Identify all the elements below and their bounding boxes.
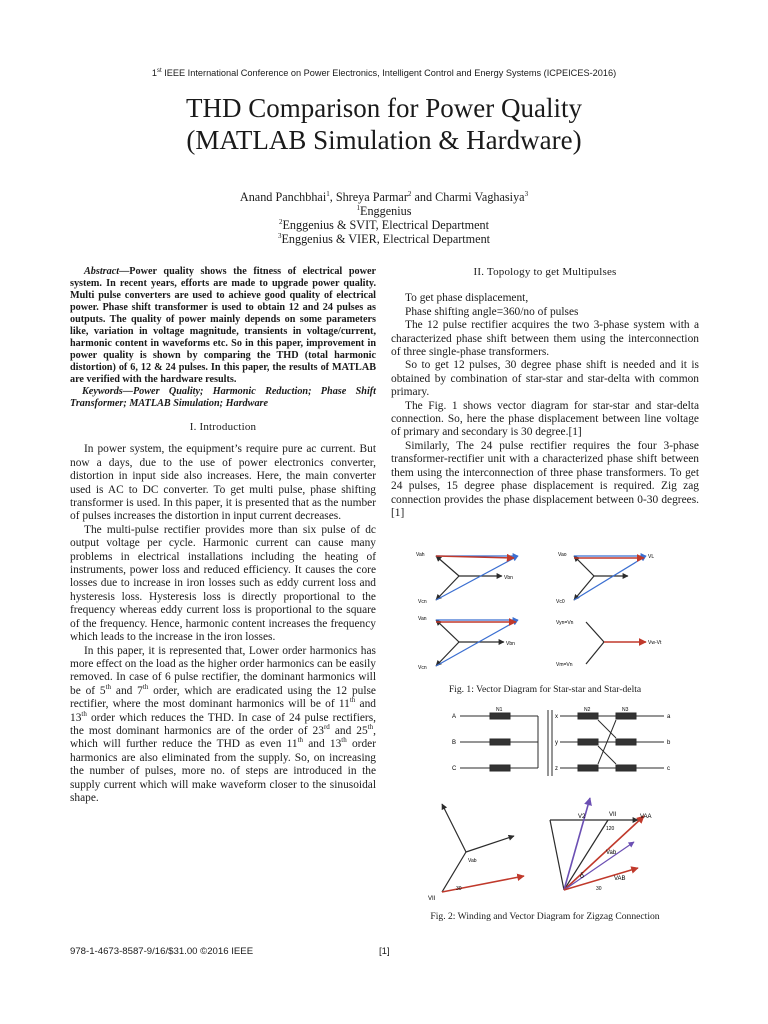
delta-vectors <box>418 616 518 671</box>
svg-text:δ: δ <box>580 873 584 880</box>
svg-text:z: z <box>555 766 558 772</box>
zigzag-right-vectors <box>550 798 652 892</box>
line-voltage-vectors <box>556 620 662 668</box>
author-2-sup: 2 <box>407 189 412 198</box>
figure-2-zigzag-vector-diagram <box>414 796 700 906</box>
svg-text:Vm=Vn: Vm=Vn <box>556 662 573 668</box>
section-heading-introduction: I. Introduction <box>189 421 257 433</box>
affiliation-3-sup: 3 <box>277 231 282 240</box>
left-column <box>70 266 376 805</box>
conference-ordinal: 1 <box>151 68 157 78</box>
ordinal-sup: th <box>297 736 304 745</box>
svg-text:Vbn: Vbn <box>504 575 513 581</box>
abstract-label: Abstract <box>84 266 120 277</box>
affiliation-2 <box>0 218 768 232</box>
affiliation-3-text: Enggenius & VIER, Electrical Department <box>281 232 491 246</box>
intro-paragraph-1: In power system, the equipment’s require pure ac current. But now a days, due to the use of power electronics converter, distortion in input side also increases. Here, the main converter used is AC to DC converter. To get multi pulse, phase shifting transformer is used. In this paper, it is presented that as the number of pulses increases the distortion in input current decreases. <box>70 443 376 523</box>
star-delta-secondary-vectors <box>556 552 654 605</box>
text-run: order which reduces the THD. In case of 24 pulse rectifiers, the most dominant harmonics are of the order of 23 <box>70 711 376 737</box>
affiliation-1-sup: 1 <box>356 203 361 212</box>
svg-text:A: A <box>452 714 457 720</box>
right-column <box>391 266 699 520</box>
svg-text:30: 30 <box>456 886 462 892</box>
affiliation-1-text: Enggenius <box>360 204 412 218</box>
topology-line-1: To get phase displacement, <box>405 292 529 305</box>
page-number: [1] <box>379 946 390 957</box>
svg-text:B: B <box>452 740 457 746</box>
svg-text:120: 120 <box>606 826 615 832</box>
affiliation-1 <box>0 204 768 218</box>
title-line-2: (MATLAB Simulation & Hardware) <box>186 125 582 155</box>
ordinal-sup: th <box>341 736 347 745</box>
title-line-1: THD Comparison for Power Quality <box>186 93 582 123</box>
author-names <box>0 190 768 204</box>
figure-2-caption: Fig. 2: Winding and Vector Diagram for Zigzag Connection <box>430 911 660 922</box>
svg-text:Vah: Vah <box>416 552 425 558</box>
svg-text:b: b <box>667 740 671 746</box>
conference-header <box>0 68 768 78</box>
author-block <box>0 190 768 246</box>
isbn-footer: 978-1-4673-8587-9/16/$31.00 ©2016 IEEE <box>70 946 254 957</box>
svg-text:Vab: Vab <box>606 850 617 856</box>
ordinal-sup: th <box>367 723 374 732</box>
svg-text:a: a <box>667 714 671 720</box>
svg-text:Vbn: Vbn <box>506 641 515 647</box>
svg-text:VAB: VAB <box>614 876 626 882</box>
text-run: and 13 <box>303 738 342 751</box>
paper-title <box>0 92 768 156</box>
ordinal-sup: rd <box>323 723 330 732</box>
figure-1-vector-diagram <box>414 546 696 676</box>
intro-paragraph-2: The multi-pulse rectifier provides more than six pulse of dc output voltage per cycle. Harmonic current can cause many problems in electrical installations including the heating of instruments, power loss and reduced efficiency. It causes the core losses due to increase in iron losses such as eddy current loss and hysteresis loss. Hysteresis loss is directly proportional to the frequency whereas eddy current loss is proportional to the square of the frequency. Hence, harmonic content increases the frequency which leads to the increase in the iron losses. <box>70 523 376 644</box>
text-run: order, which are eradicated using the 12 pulse rectifier, where the most dominant harmonics will be of 11 <box>70 684 376 711</box>
ordinal-sup: th <box>142 682 149 691</box>
conference-name: IEEE International Conference on Power Electronics, Intelligent Control and Energy Systems (ICPEICES-2016) <box>161 68 617 78</box>
svg-text:V2: V2 <box>578 814 586 820</box>
text-run: order harmonics are also eliminated from the supply. So, on increasing the number of pulses, more no. of steps are introduced in the supply current which will make waveform closer to the sinusoidal shape. <box>70 738 376 804</box>
keywords-text: —Power Quality; Harmonic Reduction; Phase Shift Transformer; MATLAB Simulation; Hardware <box>70 386 376 409</box>
zigzag-left-vectors <box>428 804 524 902</box>
topology-paragraph-2: So to get 12 pulses, 30 degree phase shift is needed and it is obtained by combination of star-star and star-delta with common primary. <box>391 359 699 399</box>
abstract-text: —Power quality shows the fitness of electrical power system. In recent years, efforts are made to upgrade power quality. Multi pulse converters are used to achieve good quality of electrical power. Phase shift transformer is used to obtain 12 and 24 pulses as outputs. The quality of power mainly depends on some parameters like, variation in voltage magnitude, transients in voltage/current, harmonic content in waveforms etc. So in this paper, improvement in power quality is shown by comparing the THD (total harmonic distortion) of 6, 12 & 24 pulses. In this paper, the results of MATLAB are verified with the hardware results. <box>70 266 376 385</box>
svg-text:VII: VII <box>428 896 436 902</box>
author-1: Anand Panchbhai <box>239 190 327 204</box>
svg-text:y: y <box>555 740 558 746</box>
svg-text:C: C <box>452 766 457 772</box>
author-3-sup: 3 <box>524 189 529 198</box>
svg-text:30: 30 <box>596 886 602 892</box>
author-3: and Charmi Vaghasiya <box>411 190 525 204</box>
svg-text:VII: VII <box>609 812 617 818</box>
topology-paragraph-1: The 12 pulse rectifier acquires the two 3-phase system with a characterized phase shift between them using the interconnection of three single-phase transformers. <box>391 319 699 359</box>
text-run: , which will further reduce the THD as even 11 <box>70 724 376 751</box>
ordinal-sup: th <box>105 682 112 691</box>
svg-text:Vcn: Vcn <box>418 599 427 605</box>
ordinal-sup: th <box>81 709 87 718</box>
svg-text:N2: N2 <box>584 707 591 713</box>
svg-text:N3: N3 <box>622 707 629 713</box>
text-run: and 7 <box>111 684 143 697</box>
ordinal-sup: th <box>349 696 356 705</box>
text-run: and 25 <box>329 724 368 737</box>
intro-paragraph-3 <box>70 645 376 806</box>
svg-text:Vab: Vab <box>468 858 477 864</box>
svg-text:Vw-Vt: Vw-Vt <box>648 640 662 646</box>
topology-paragraph-3: The Fig. 1 shows vector diagram for star-star and star-delta connection. So, here the phase displacement between line voltage of primary and secondary is 30 degree.[1] <box>391 399 699 439</box>
star-star-primary-vectors <box>416 552 518 605</box>
svg-text:c: c <box>667 766 670 772</box>
keywords-label: Keywords <box>82 386 123 397</box>
svg-text:VAA: VAA <box>640 814 652 820</box>
svg-text:Vc0: Vc0 <box>556 599 565 605</box>
figure-1-caption: Fig. 1: Vector Diagram for Star-star and Star-delta <box>448 684 642 695</box>
svg-text:x: x <box>555 714 558 720</box>
abstract <box>70 266 376 386</box>
svg-text:Vcn: Vcn <box>418 665 427 671</box>
section-heading-topology: II. Topology to get Multipulses <box>473 266 617 278</box>
svg-text:Van: Van <box>418 616 427 622</box>
text-run: and 13 <box>70 698 376 724</box>
svg-text:N1: N1 <box>496 707 503 713</box>
affiliation-2-sup: 2 <box>278 217 283 226</box>
affiliation-3 <box>0 232 768 246</box>
topology-line-2: Phase shifting angle=360/no of pulses <box>405 305 579 318</box>
affiliation-2-text: Enggenius & SVIT, Electrical Department <box>282 218 490 232</box>
conference-ordinal-suffix: st <box>156 67 162 74</box>
author-2: , Shreya Parmar <box>329 190 408 204</box>
keywords <box>70 386 376 410</box>
svg-text:Vao: Vao <box>558 552 567 558</box>
figure-2-winding-diagram <box>448 706 676 780</box>
text-run: In this paper, it is represented that, Lower order harmonics has more effect on the load as the higher order harmonics can be easily removed. In case of 6 pulse rectifier, the dominant harmonics will be of 5 <box>70 644 376 697</box>
svg-text:Vyn=Vn: Vyn=Vn <box>556 620 574 626</box>
topology-paragraph-4: Similarly, The 24 pulse rectifier requires the four 3-phase transformer-rectifier unit with a characterized phase shift between them using the interconnection of three phase transformers. To get 24 pulses, 15 degree phase displacement is required. Zig zag connection provides the phase displacement between 0-30 degrees.[1] <box>391 439 699 519</box>
author-1-sup: 1 <box>326 189 330 198</box>
svg-text:VL: VL <box>648 554 655 560</box>
